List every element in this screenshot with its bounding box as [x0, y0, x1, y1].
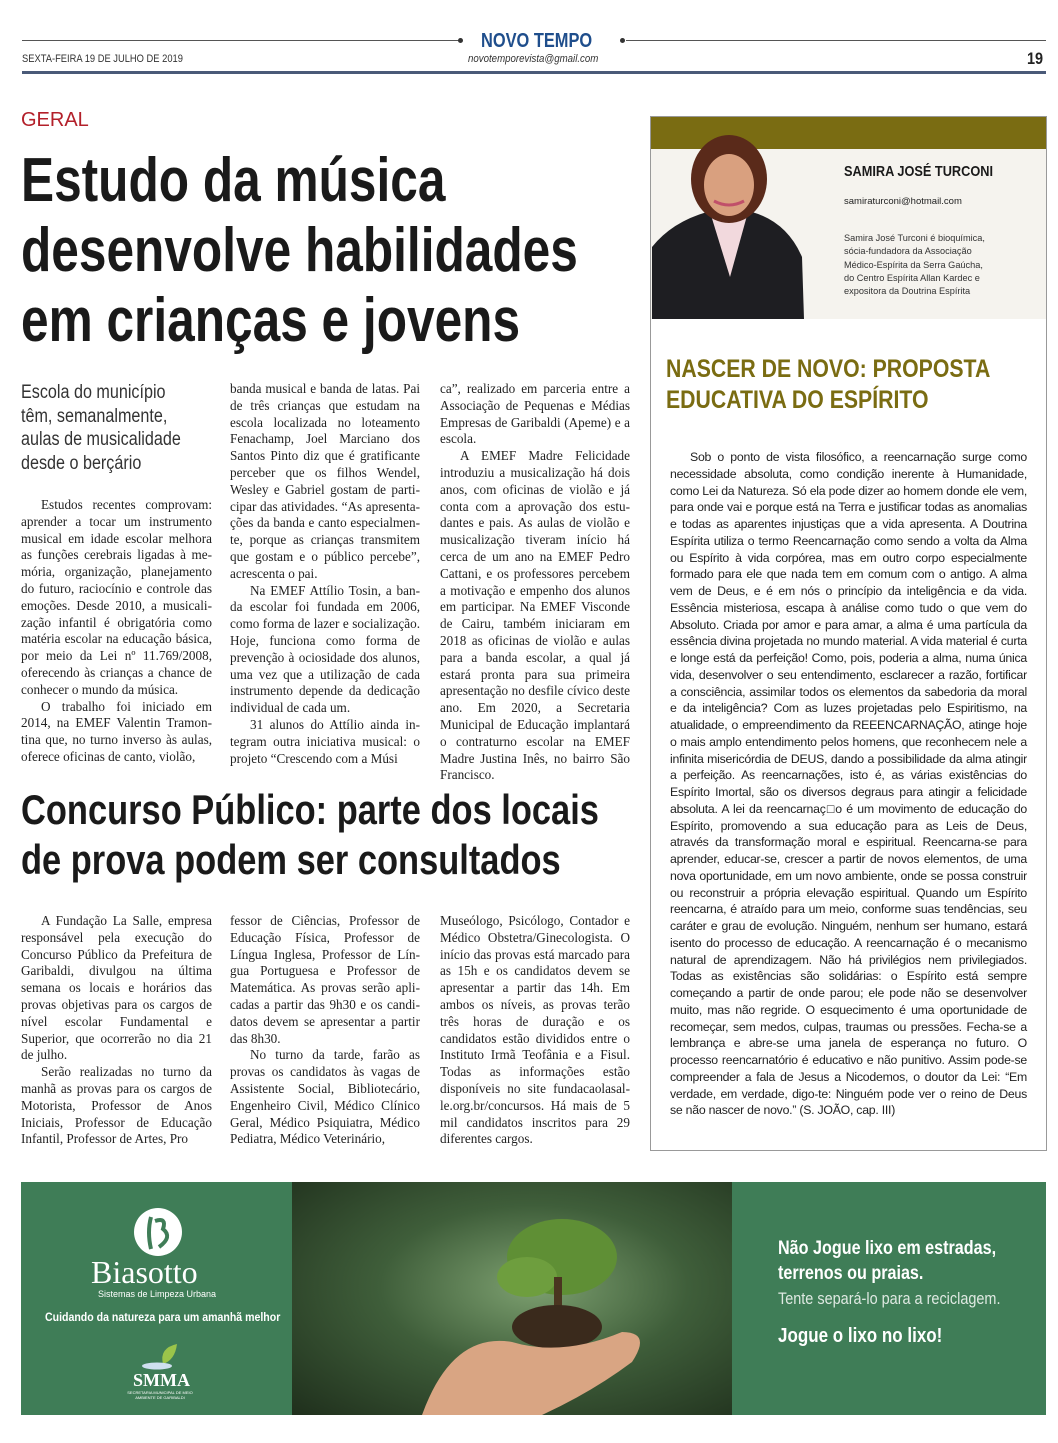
column-body: Sob o ponto de vista filosófico, a reencarnação surge como necessidade absoluta, como condição inerente à Humanidade, como Lei da Natureza. Só ela pode dizer ao homem donde ele vem, para onde vai e porque está na Terra e justificar todas as anomalias e todas as aparentes injustiças que a vida apresenta. A Doutrina Espírita utiliza o termo Reencarnação como sendo a volta da Alma ou Espírito à vida corpórea, mas em outro corpo especialmente formado para ele que nada tem em comum com o antigo. A alma vem de Deus, e é em nós o princípio da inteligência e da vida. Essência misteriosa, escapa à análise como tudo o que vem do Absoluto. Criada por amor e para amar, a alma é uma partícula da essência divina projetada no mundo material. A vida material é curta e longe está da perfeição! Como, pois, poderia a alma, numa única vida, desenvolver o seu entendimento, esclarecer a razão, fortificar a consciência, assimilar todos os elementos da sabedoria da moral e da inteligência? Com as luzes projetadas pelo Espiritismo, na atualidade, o empreendimento da REEENCARNAÇÃO, atinge hoje o mais amplo entendimento pelos homens, que reconhecem nele a infinita misericórdia de DEUS, dando a possibilidade da alma atingir a perfeição. As reencarnações, isto é, as várias existências do Espírito Imortal, são os diversos degraus para atingir a felicidade absoluta. A lei da reencarnaç□o é um movimento de educação do Espírito, promovendo a sua educação para as Leis de Deus, através da transformação moral e espiritual. Reencarna-se para aprender, educar-se, crescer a partir de novos elementos, de uma nova oportunidade, em um novo ambiente, onde se possa construir ou reconstruir a própria elevação espiritual. Quando um Espírito reencarna, é atraído para um meio, conforme suas tendências, seu caráter e grau de evolução. Ninguém, nenhum ser humano, estará isento do processo de educação. A reencarnação é o mecanismo natural de aprendizagem. Não há privilégios nem privilegiados. Todas as existências são solidárias: o Espírito está sempre começando a partir de onde parou; ele pode não se desenvolver muito, mas não regride. O esquecimento é uma oportunidade de recomeçar, sem medos, culpas, traumas ou pressões. Fecha-se a lembrança e abre-se uma janela de esperança no futuro. O processo reencarnatório é educativo e não punitivo. Assim pode-se compreender a fala de Jesus a Nicodemos, o doutor da Lei: “Em verdade, em verdade, digo-te: Ninguém pode ver o reino de Deus se não nascer de novo.” (S. JOÃO, cap. III) [670, 450, 1027, 1118]
column-headline: NASCER DE NOVO: PROPOSTA EDUCATIVA DO ESPÍRITO [666, 355, 991, 414]
header-dot [620, 38, 625, 43]
author-name: SAMIRA JOSÉ TURCONI [844, 163, 994, 180]
publication-title: NOVO TEMPO [481, 30, 593, 52]
article2-column-3 [440, 913, 630, 1148]
paragraph: Estudos recentes comprovam: aprender a tocar um instrumento musical em idade escolar melhora as funções cerebrais ligadas à memória, organização, planejamento do futuro, raciocínio e controle das emoções. Desde 2010, a musicalização infantil é obrigatória como matéria escolar na educação básica, por meio da Lei nº 11.769/2008, oferecendo às crianças a chance de conhecer o mundo da música. [21, 497, 212, 697]
page-number: 19 [1027, 49, 1044, 68]
header-rule-left [22, 40, 460, 41]
article-column-1 [21, 497, 212, 766]
ad-recycle-line: Tente separá-lo para a reciclagem. [778, 1289, 1001, 1308]
smma-sub: SECRETARIA MUNICIPAL DE MEIO AMBIENTE DE GARIBALDI [127, 1390, 193, 1400]
section-label: GERAL [21, 109, 89, 131]
author-bio: Samira José Turconi é bioquímica, sócia-fundadora da Associação Médico-Espírita da Serra Gaúcha, do Centro Espírita Allan Kardec e expositora da Doutrina Espírita [844, 233, 985, 297]
issue-date: SEXTA-FEIRA 19 DE JULHO DE 2019 [22, 53, 183, 65]
article-column-3 [440, 381, 630, 784]
paragraph: ca”, realizado em parceria entre a Associação de Pequenas e Médias Empresas de Garibaldi (Apeme) e a escola. [440, 381, 630, 447]
article2-column-2 [230, 913, 420, 1148]
paragraph: Serão realizadas no turno da manhã as provas para os cargos de Motorista, Professor de Anos Iniciais, Professor de Educação Infantil, Professor de Artes, Pro [21, 1064, 212, 1147]
header-bottom-rule [22, 71, 1046, 74]
paragraph: fessor de Ciências, Professor de Educação Física, Professor de Língua Inglesa, Professor de Língua Portuguesa e Professor de Matemática. As provas serão aplicadas a partir das 9h30 e os candidatos devem se apresentar a partir das 8h30. [230, 913, 420, 1046]
ad-message: Não Jogue lixo em estradas, terrenos ou praias. [778, 1238, 997, 1284]
author-photo [652, 127, 807, 319]
ad-slogan: Jogue o lixo no lixo! [778, 1325, 943, 1347]
advertisement-banner[interactable] [21, 1182, 1046, 1415]
paragraph: Na EMEF Attílio Tosin, a banda escolar foi fundada em 2006, como forma de lazer e socialização. Hoje, funciona como forma de prevenção à ociosidade dos alunos, uma vez que a utilização de cada instrumento depende da dedicação individual de cada um. [230, 582, 420, 716]
paragraph: banda musical e banda de latas. Pai de três crianças que estudam na escola localizada no loteamento Fenachamp, Joel Marciano dos Santos Pinto diz que é gratificante perceber que os filhos Wendel, Wesley e Gabriel gostam de participar das atividades. “As apresentações da banda e canto especialmente, porque as crianças transmitem que gostam e o público percebe”, acrescenta o pai. [230, 381, 420, 581]
article-subhead: Escola do município têm, semanalmente, aulas de musicalidade desde o berçário [21, 382, 181, 474]
paragraph: Museólogo, Psicólogo, Contador e Médico Obstetra/Ginecologista. O início das provas está marcado para as 15h e os candidatos devem se apresentar a partir das 14h. Em ambos os níveis, as provas terão três horas de duração e os candidatos estão divididos entre o Instituto Irmã Teofânia e a Fisul. Todas as informações estão disponíveis no site fundacaolasalle.org.br/concursos. Há mais de 5 mil candidatos inscritos para 29 diferentes cargos. [440, 913, 630, 1147]
paragraph: No turno da tarde, farão as provas os candidatos às vagas de Assistente Social, Bibliotecário, Engenheiro Civil, Médico Clínico Geral, Médico Psiquiatra, Médico Pediatra, Médico Veterinário, [230, 1047, 420, 1147]
opinion-column-box [650, 116, 1047, 1151]
publication-email: novotemporevista@gmail.com [468, 53, 599, 65]
paragraph: A EMEF Madre Felicidade introduziu a musicalização há dois anos, com oficinas de violão e já conta com a aprovação dos estudantes e pais. As aulas de violão e musicalização tiveram início há cerca de um ano na EMEF Pedro Cattani, e os professores percebem a motivação e empenho dos alunos em participar. Na EMEF Visconde de Cairu, também iniciaram em 2018 as oficinas de violão e aulas para a banda escolar, a qual já estará pronta para sua primeira apresentação no desfile cívico deste ano. Em 2020, a Secretaria Municipal de Educação implantará o contraturno escolar na EMEF Madre Justina Inês, no bairro São Francisco. [440, 448, 630, 783]
ad-photo-tree-in-hands [292, 1182, 732, 1415]
header-dot [458, 38, 463, 43]
paragraph: A Fundação La Salle, empresa responsável pela execução do Concurso Público da Prefeitura de Garibaldi, divulgou na última semana os locais e horários das provas objetivas para os cargos de nível escolar Fundamental e Superior, que ocorrerão no dia 21 de julho. [21, 913, 212, 1063]
ad-tagline: Cuidando da natureza para um amanhã melhor [45, 1310, 281, 1324]
ad-brand: Biasotto [91, 1254, 198, 1290]
ad-brand-sub: Sistemas de Limpeza Urbana [98, 1289, 217, 1299]
article-headline: Estudo da música desenvolve habilidades em crianças e jovens [21, 146, 578, 355]
smma-logo: SMMA [133, 1370, 190, 1390]
paragraph: 31 alunos do Attílio ainda integram outra iniciativa musical: o projeto “Crescendo com a Músi [230, 716, 420, 766]
article2-column-1 [21, 913, 212, 1148]
smma-leaf-icon [141, 1342, 181, 1370]
author-email[interactable]: samiraturconi@hotmail.com [844, 196, 962, 207]
biasotto-logo-icon [133, 1207, 183, 1257]
paragraph: O trabalho foi iniciado em 2014, na EMEF Valentin Tramontina que, no turno inverso às aulas, oferece oficinas de canto, violão, [21, 698, 212, 764]
header-rule-right [626, 40, 1046, 41]
article-column-2 [230, 381, 420, 767]
article2-headline: Concurso Público: parte dos locais de prova podem ser consultados [21, 786, 599, 883]
